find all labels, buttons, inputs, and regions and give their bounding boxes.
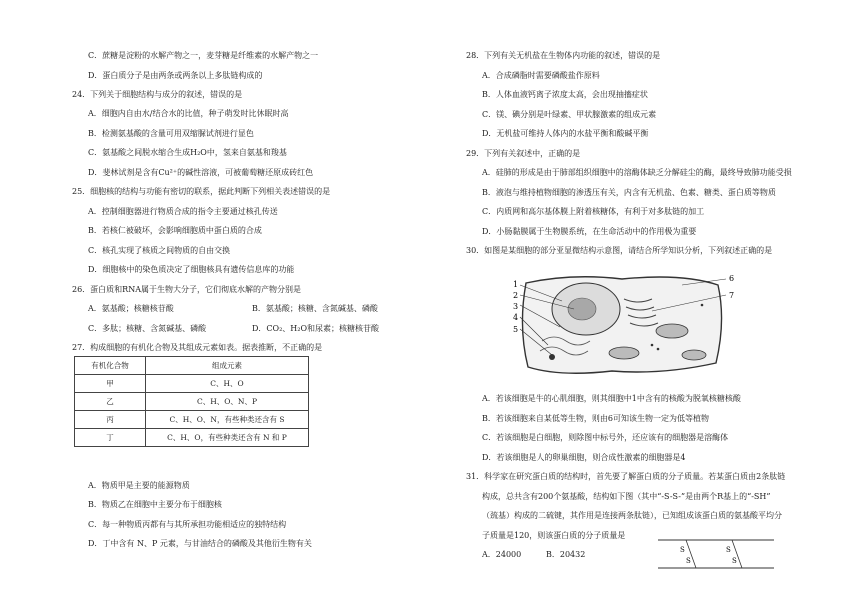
fig-label: 4 xyxy=(513,313,519,322)
q26-option-a: A．氨基酸；核糖核苷酸 xyxy=(88,304,174,313)
composition-table xyxy=(74,356,309,447)
q31-stem-line3: （巯基）构成的二硫键，其作用是连接两条肽链），已知组成该蛋白质的氨基酸平均分 xyxy=(482,511,782,520)
q27-option-a: A．物质甲是主要的能源物质 xyxy=(88,481,190,490)
q29-stem: 29．下列有关叙述中，正确的是 xyxy=(466,149,581,158)
sulfur-label: S xyxy=(680,546,685,554)
q29-option-a: A．硅肺的形成是由于肺部组织细胞中的溶酶体缺乏分解硅尘的酶，最终导致肺功能受损 xyxy=(482,168,792,177)
q28-option-a: A．合成磷脂时需要磷酸盐作原料 xyxy=(482,71,600,80)
q27-option-d: D．丁中含有 N、P 元素，与甘油结合的磷酸及其他衍生物有关 xyxy=(88,539,312,548)
mitochondrion xyxy=(609,347,639,359)
q24-option-b: B．检测氨基酸的含量可用双缩脲试剂进行显色 xyxy=(88,129,254,138)
q28-option-b: B．人体血液钙离子浓度太高，会出现抽搐症状 xyxy=(482,90,648,99)
q31-stem-line1: 31．科学家在研究蛋白质的结构时，首先要了解蛋白质的分子质量。若某蛋白质由2条肽链 xyxy=(466,472,786,481)
q24-option-d: D．斐林试剂是含有Cu²⁺的碱性溶液，可被葡萄糖还原成砖红色 xyxy=(88,168,314,177)
q26-option-b: B．氨基酸；核糖、含氮碱基、磷酸 xyxy=(252,304,378,313)
q28-stem: 28．下列有关无机盐在生物体内功能的叙述，错误的是 xyxy=(466,51,661,60)
fig-label: 2 xyxy=(513,291,519,300)
fig-label: 7 xyxy=(729,291,735,300)
q25-option-a: A．控制细胞器进行物质合成的指令主要通过核孔传送 xyxy=(88,207,278,216)
ribosome xyxy=(657,348,660,351)
q28-option-d: D．无机盐可维持人体内的水盐平衡和酸碱平衡 xyxy=(482,129,649,138)
q25-option-c: C．核孔实现了核质之间物质的自由交换 xyxy=(88,246,231,255)
q30-option-c: C．若该细胞是白细胞，则除图中标号外，还应该有的细胞器是溶酶体 xyxy=(482,433,729,442)
table-cell: 丙 xyxy=(75,411,146,429)
table-cell: C、H、O、N、P xyxy=(146,393,309,411)
cell-diagram xyxy=(512,271,740,381)
q29-option-c: C．内质网和高尔基体膜上附着核糖体，有利于对多肽链的加工 xyxy=(482,207,705,216)
q25-option-d: D．细胞核中的染色质决定了细胞核具有遗传信息库的功能 xyxy=(88,265,295,274)
q30-option-a: A．若该细胞是牛的心肌细胞，则其细胞中1中含有的核酸为脱氧核糖核酸 xyxy=(482,394,741,403)
q27-stem: 27．构成细胞的有机化合物及其组成元素如表。据表推断，不正确的是 xyxy=(72,343,323,352)
table-row xyxy=(75,375,309,393)
table-header-cell: 有机化合物 xyxy=(75,357,146,375)
fig-label: 6 xyxy=(729,274,735,283)
sulfur-label: S xyxy=(726,546,731,554)
sulfur-label: S xyxy=(686,557,691,565)
table-row xyxy=(75,393,309,411)
table-row xyxy=(75,429,309,447)
q31-stem-line4: 子质量是120，则该蛋白质的分子质量是 xyxy=(482,531,626,540)
table-cell: 丁 xyxy=(75,429,146,447)
mitochondrion xyxy=(656,324,688,338)
table-header-cell: 组成元素 xyxy=(146,357,309,375)
fig-label: 3 xyxy=(513,302,519,311)
disulfide-diagram xyxy=(656,534,776,574)
q27-option-c: C．每一种物质丙都有与其所承担功能相适应的独特结构 xyxy=(88,520,287,529)
q26-option-d: D．CO₂、H₂O和尿素；核糖核苷酸 xyxy=(252,324,380,333)
q23-option-d: D．蛋白质分子是由两条或两条以上多肽链构成的 xyxy=(88,71,263,80)
table-cell: C、H、O、N，有些种类还含有 S xyxy=(146,411,309,429)
q26-stem: 26．蛋白质和RNA属于生物大分子，它们彻底水解的产物分别是 xyxy=(72,285,301,294)
mitochondrion xyxy=(682,350,706,360)
q24-option-c: C．氨基酸之间脱水缩合生成H₂O中，氢来自氨基和羧基 xyxy=(88,148,287,157)
q26-option-c: C．多肽；核糖、含氮碱基、磷酸 xyxy=(88,324,207,333)
table-cell: 甲 xyxy=(75,375,146,393)
ribosome xyxy=(651,344,654,347)
q27-option-b: B．物质乙在细胞中主要分布于细胞核 xyxy=(88,500,222,509)
q31-stem-line2: 构成，总共含有200个氨基酸，结构如下图（其中“-S-S-”是由两个R基上的“-SH” xyxy=(482,492,771,501)
q29-option-b: B．液泡与维持植物细胞的渗透压有关，内含有无机盐、色素、糖类、蛋白质等物质 xyxy=(482,188,776,197)
q29-option-d: D．小肠黏膜属于生物膜系统，在生命活动中的作用极为重要 xyxy=(482,227,697,236)
nucleolus xyxy=(568,298,596,320)
q23-option-c: C．蔗糖是淀粉的水解产物之一，麦芽糖是纤维素的水解产物之一 xyxy=(88,51,319,60)
q24-option-a: A．细胞内自由水/结合水的比值，种子萌发时比休眠时高 xyxy=(88,109,289,118)
table-cell: 乙 xyxy=(75,393,146,411)
q30-stem: 30．如图是某细胞的部分亚显微结构示意图，请结合所学知识分析，下列叙述正确的是 xyxy=(466,246,773,255)
q31-option-b: B．20432 xyxy=(546,550,586,559)
table-row xyxy=(75,411,309,429)
fig-label: 5 xyxy=(513,325,519,334)
q30-option-d: D．若该细胞是人的卵巢细胞，则合成性激素的细胞器是4 xyxy=(482,453,686,462)
q25-stem: 25．细胞核的结构与功能有密切的联系，据此判断下列相关表述错误的是 xyxy=(72,187,331,196)
q25-option-b: B．若核仁被破坏，会影响细胞质中蛋白质的合成 xyxy=(88,226,262,235)
q24-stem: 24．下列关于细胞结构与成分的叙述，错误的是 xyxy=(72,90,243,99)
table-cell: C、H、O，有些种类还含有 N 和 P xyxy=(146,429,309,447)
q31-option-a: A．24000 xyxy=(482,550,522,559)
table-header-row xyxy=(75,357,309,375)
table-cell: C、H、O xyxy=(146,375,309,393)
q30-option-b: B．若该细胞来自某低等生物，则由6可知该生物一定为低等植物 xyxy=(482,414,709,423)
sulfur-label: S xyxy=(732,557,737,565)
fig-label: 1 xyxy=(513,280,519,289)
ribosome xyxy=(701,304,704,307)
q28-option-c: C．镁、碘分别是叶绿素、甲状腺激素的组成元素 xyxy=(482,110,657,119)
